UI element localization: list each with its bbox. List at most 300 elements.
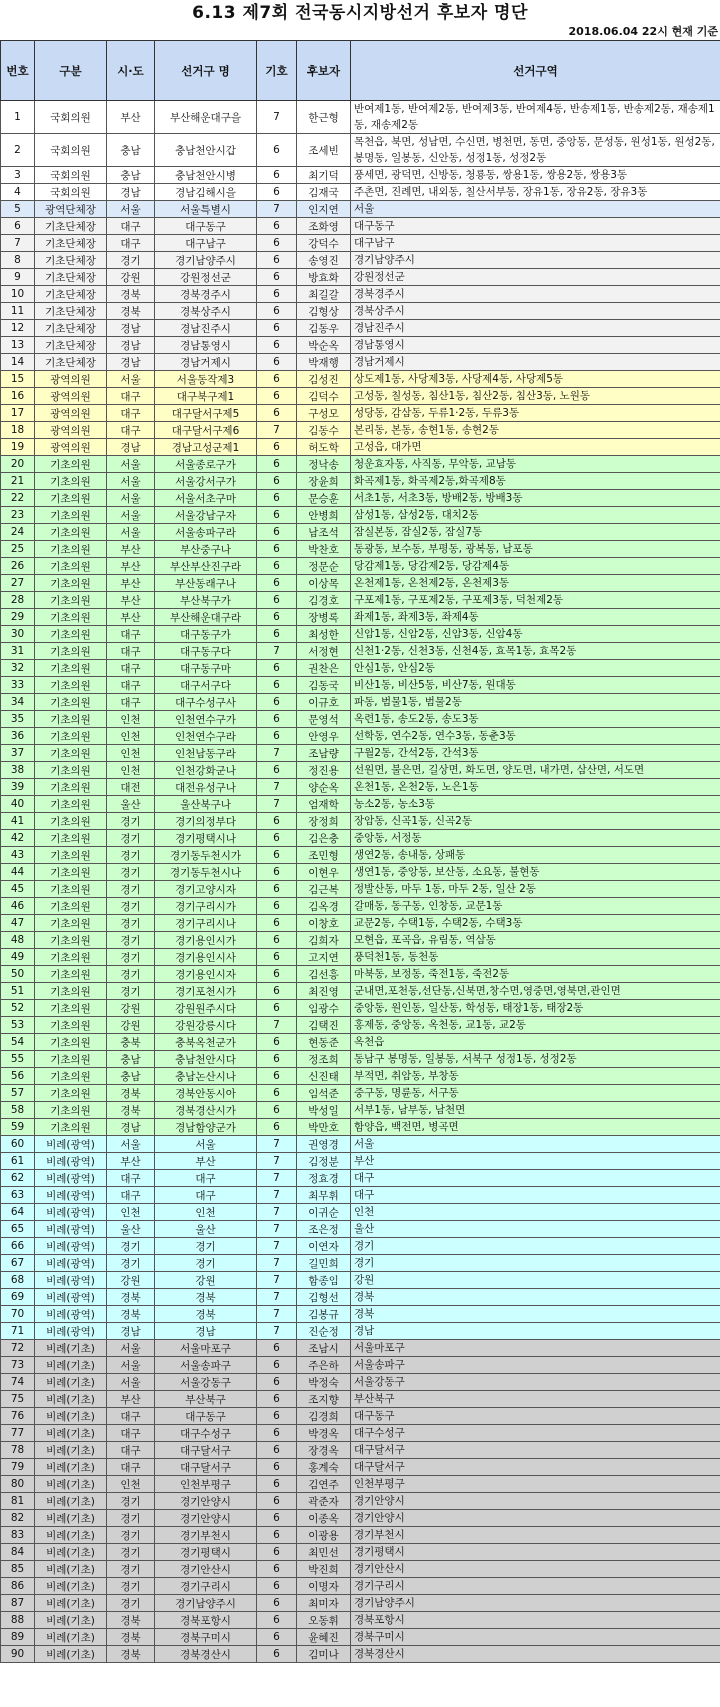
table-row <box>1 235 720 252</box>
row-ballot-number: 6 <box>257 507 297 524</box>
row-electoral-area: 풍세면, 광덕면, 신방동, 청룡동, 쌍용1동, 쌍용2동, 쌍용3동 <box>351 167 720 184</box>
row-ballot-number: 7 <box>257 1238 297 1255</box>
row-candidate-name: 김경희 <box>297 1408 351 1425</box>
row-electoral-area: 경북경주시 <box>351 286 720 303</box>
row-category: 광역의원 <box>35 422 107 439</box>
row-category: 기초의원 <box>35 1051 107 1068</box>
row-province: 서울 <box>107 524 155 541</box>
row-province: 경기 <box>107 881 155 898</box>
table-row <box>1 1034 720 1051</box>
row-number: 90 <box>1 1646 35 1663</box>
row-ballot-number: 7 <box>257 1289 297 1306</box>
row-ballot-number: 6 <box>257 558 297 575</box>
table-row <box>1 252 720 269</box>
row-ballot-number: 6 <box>257 949 297 966</box>
table-row <box>1 1017 720 1034</box>
row-number: 74 <box>1 1374 35 1391</box>
row-district-name: 충북옥천군가 <box>155 1034 257 1051</box>
row-candidate-name: 최민선 <box>297 1544 351 1561</box>
row-electoral-area: 구월2동, 간석2동, 간석3동 <box>351 745 720 762</box>
row-candidate-name: 최진영 <box>297 983 351 1000</box>
row-electoral-area: 서울강동구 <box>351 1374 720 1391</box>
row-electoral-area: 경기 <box>351 1255 720 1272</box>
row-category: 기초의원 <box>35 541 107 558</box>
row-number: 5 <box>1 201 35 218</box>
row-number: 7 <box>1 235 35 252</box>
table-row <box>1 541 720 558</box>
row-province: 경남 <box>107 1119 155 1136</box>
table-row <box>1 1391 720 1408</box>
row-district-name: 대구달서구제5 <box>155 405 257 422</box>
row-number: 11 <box>1 303 35 320</box>
row-number: 43 <box>1 847 35 864</box>
row-category: 비례(광역) <box>35 1221 107 1238</box>
row-electoral-area: 경기부천시 <box>351 1527 720 1544</box>
row-district-name: 서울송파구 <box>155 1357 257 1374</box>
row-district-name: 경남함양군가 <box>155 1119 257 1136</box>
row-number: 12 <box>1 320 35 337</box>
row-number: 78 <box>1 1442 35 1459</box>
row-electoral-area: 풍덕천1동, 동천동 <box>351 949 720 966</box>
row-candidate-name: 권찬은 <box>297 660 351 677</box>
row-candidate-name: 조세빈 <box>297 134 351 167</box>
header-number: 번호 <box>1 41 35 101</box>
row-category: 기초의원 <box>35 575 107 592</box>
row-province: 경기 <box>107 1561 155 1578</box>
row-category: 비례(기초) <box>35 1578 107 1595</box>
row-electoral-area: 부산북구 <box>351 1391 720 1408</box>
row-candidate-name: 김미나 <box>297 1646 351 1663</box>
row-category: 기초의원 <box>35 881 107 898</box>
row-category: 기초의원 <box>35 864 107 881</box>
row-electoral-area: 홍제동, 중앙동, 옥천동, 교1동, 교2동 <box>351 1017 720 1034</box>
row-ballot-number: 6 <box>257 184 297 201</box>
row-province: 경기 <box>107 847 155 864</box>
row-category: 기초의원 <box>35 932 107 949</box>
row-district-name: 서울동작제3 <box>155 371 257 388</box>
row-electoral-area: 온천제1동, 온천제2동, 온천제3동 <box>351 575 720 592</box>
row-electoral-area: 비산1동, 비산5동, 비산7동, 원대동 <box>351 677 720 694</box>
row-category: 기초의원 <box>35 677 107 694</box>
table-row <box>1 847 720 864</box>
table-row <box>1 728 720 745</box>
row-province: 경북 <box>107 1612 155 1629</box>
table-row <box>1 813 720 830</box>
row-candidate-name: 이귀순 <box>297 1204 351 1221</box>
row-candidate-name: 한근형 <box>297 101 351 134</box>
row-ballot-number: 6 <box>257 1578 297 1595</box>
row-province: 경북 <box>107 1629 155 1646</box>
row-district-name: 대구달서구 <box>155 1442 257 1459</box>
table-row <box>1 1170 720 1187</box>
row-number: 8 <box>1 252 35 269</box>
table-row <box>1 1646 720 1663</box>
row-category: 기초의원 <box>35 626 107 643</box>
row-candidate-name: 최미자 <box>297 1595 351 1612</box>
row-ballot-number: 6 <box>257 609 297 626</box>
row-province: 서울 <box>107 473 155 490</box>
table-row <box>1 101 720 134</box>
table-row <box>1 1187 720 1204</box>
row-province: 경기 <box>107 252 155 269</box>
row-ballot-number: 7 <box>257 1306 297 1323</box>
table-row <box>1 575 720 592</box>
row-electoral-area: 대구수성구 <box>351 1425 720 1442</box>
row-electoral-area: 부적면, 취암동, 부창동 <box>351 1068 720 1085</box>
row-province: 경북 <box>107 1085 155 1102</box>
row-province: 경북 <box>107 1289 155 1306</box>
row-electoral-area: 고성동, 칠성동, 침산1동, 침산2동, 침산3동, 노원동 <box>351 388 720 405</box>
row-ballot-number: 6 <box>257 626 297 643</box>
row-electoral-area: 당감제1동, 당감제2동, 당감제4동 <box>351 558 720 575</box>
row-district-name: 경기용인시사 <box>155 949 257 966</box>
row-number: 10 <box>1 286 35 303</box>
row-category: 비례(광역) <box>35 1272 107 1289</box>
table-row <box>1 1221 720 1238</box>
row-electoral-area: 안심1동, 안심2동 <box>351 660 720 677</box>
row-district-name: 대구동구다 <box>155 643 257 660</box>
row-district-name: 서울송파구라 <box>155 524 257 541</box>
row-number: 30 <box>1 626 35 643</box>
row-district-name: 부산해운대구을 <box>155 101 257 134</box>
row-province: 대전 <box>107 779 155 796</box>
table-row <box>1 898 720 915</box>
table-row <box>1 456 720 473</box>
row-category: 기초의원 <box>35 507 107 524</box>
row-candidate-name: 김희자 <box>297 932 351 949</box>
row-electoral-area: 중앙동, 원인동, 일산동, 학성동, 태장1동, 태장2동 <box>351 1000 720 1017</box>
row-number: 32 <box>1 660 35 677</box>
table-row <box>1 660 720 677</box>
row-electoral-area: 정발산동, 마두 1동, 마두 2동, 일산 2동 <box>351 881 720 898</box>
row-electoral-area: 잠실본동, 잠실2동, 잠실7동 <box>351 524 720 541</box>
row-number: 64 <box>1 1204 35 1221</box>
row-candidate-name: 남조석 <box>297 524 351 541</box>
table-row <box>1 422 720 439</box>
row-electoral-area: 옥련1동, 송도2동, 송도3동 <box>351 711 720 728</box>
row-ballot-number: 6 <box>257 524 297 541</box>
row-district-name: 대구동구가 <box>155 626 257 643</box>
row-number: 54 <box>1 1034 35 1051</box>
row-candidate-name: 조은정 <box>297 1221 351 1238</box>
row-candidate-name: 안영우 <box>297 728 351 745</box>
row-province: 경기 <box>107 1527 155 1544</box>
row-number: 80 <box>1 1476 35 1493</box>
row-ballot-number: 7 <box>257 1136 297 1153</box>
row-district-name: 인천연수구라 <box>155 728 257 745</box>
table-row <box>1 694 720 711</box>
row-district-name: 인천강화군나 <box>155 762 257 779</box>
row-electoral-area: 대구동구 <box>351 1408 720 1425</box>
row-electoral-area: 서울 <box>351 1136 720 1153</box>
row-number: 60 <box>1 1136 35 1153</box>
row-candidate-name: 조민형 <box>297 847 351 864</box>
row-electoral-area: 경남거제시 <box>351 354 720 371</box>
row-category: 비례(기초) <box>35 1476 107 1493</box>
row-candidate-name: 김재국 <box>297 184 351 201</box>
row-number: 22 <box>1 490 35 507</box>
row-candidate-name: 박찬호 <box>297 541 351 558</box>
row-candidate-name: 권영경 <box>297 1136 351 1153</box>
table-body <box>1 101 720 1663</box>
row-district-name: 대구수성구 <box>155 1425 257 1442</box>
row-ballot-number: 7 <box>257 745 297 762</box>
row-district-name: 부산 <box>155 1153 257 1170</box>
row-province: 충남 <box>107 1068 155 1085</box>
row-electoral-area: 성당동, 감삼동, 두류1·2동, 두류3동 <box>351 405 720 422</box>
row-district-name: 경기구리시나 <box>155 915 257 932</box>
row-candidate-name: 최기덕 <box>297 167 351 184</box>
row-ballot-number: 6 <box>257 1442 297 1459</box>
row-candidate-name: 김형선 <box>297 1289 351 1306</box>
row-district-name: 경기고양시자 <box>155 881 257 898</box>
row-district-name: 부산북구 <box>155 1391 257 1408</box>
row-district-name: 인천 <box>155 1204 257 1221</box>
row-district-name: 대구동구 <box>155 218 257 235</box>
table-row <box>1 337 720 354</box>
row-category: 비례(기초) <box>35 1527 107 1544</box>
row-category: 비례(기초) <box>35 1408 107 1425</box>
row-ballot-number: 6 <box>257 660 297 677</box>
row-number: 2 <box>1 134 35 167</box>
row-province: 부산 <box>107 609 155 626</box>
row-number: 35 <box>1 711 35 728</box>
table-row <box>1 677 720 694</box>
row-number: 46 <box>1 898 35 915</box>
row-district-name: 인천연수구가 <box>155 711 257 728</box>
row-province: 경남 <box>107 439 155 456</box>
row-province: 부산 <box>107 101 155 134</box>
row-number: 63 <box>1 1187 35 1204</box>
row-province: 서울 <box>107 371 155 388</box>
row-number: 57 <box>1 1085 35 1102</box>
row-province: 인천 <box>107 711 155 728</box>
row-category: 비례(기초) <box>35 1459 107 1476</box>
row-category: 기초의원 <box>35 558 107 575</box>
row-number: 1 <box>1 101 35 134</box>
table-row <box>1 1051 720 1068</box>
row-electoral-area: 경남진주시 <box>351 320 720 337</box>
row-candidate-name: 문승훈 <box>297 490 351 507</box>
row-ballot-number: 7 <box>257 779 297 796</box>
row-province: 경기 <box>107 949 155 966</box>
row-ballot-number: 6 <box>257 1510 297 1527</box>
row-ballot-number: 7 <box>257 1017 297 1034</box>
row-province: 인천 <box>107 745 155 762</box>
row-district-name: 경기부천시 <box>155 1527 257 1544</box>
row-electoral-area: 주촌면, 진례면, 내외동, 칠산서부동, 장유1동, 장유2동, 장유3동 <box>351 184 720 201</box>
row-district-name: 강원정선군 <box>155 269 257 286</box>
row-ballot-number: 7 <box>257 643 297 660</box>
row-electoral-area: 선원면, 불은면, 길상면, 화도면, 양도면, 내가면, 삼산면, 서도면 <box>351 762 720 779</box>
row-ballot-number: 6 <box>257 728 297 745</box>
row-candidate-name: 장윤희 <box>297 473 351 490</box>
row-category: 기초의원 <box>35 1102 107 1119</box>
row-candidate-name: 박순옥 <box>297 337 351 354</box>
table-row <box>1 1357 720 1374</box>
row-number: 23 <box>1 507 35 524</box>
row-district-name: 대구수성구사 <box>155 694 257 711</box>
row-district-name: 경기안양시 <box>155 1493 257 1510</box>
row-district-name: 서울강남구자 <box>155 507 257 524</box>
row-category: 비례(기초) <box>35 1561 107 1578</box>
row-electoral-area: 함양읍, 백전면, 병곡면 <box>351 1119 720 1136</box>
table-header-row <box>1 41 720 101</box>
table-row <box>1 490 720 507</box>
row-province: 서울 <box>107 1374 155 1391</box>
row-candidate-name: 함종임 <box>297 1272 351 1289</box>
row-ballot-number: 7 <box>257 101 297 134</box>
row-ballot-number: 6 <box>257 1544 297 1561</box>
row-number: 49 <box>1 949 35 966</box>
table-row <box>1 762 720 779</box>
table-row <box>1 745 720 762</box>
row-district-name: 경기동두천시나 <box>155 864 257 881</box>
row-district-name: 경기 <box>155 1238 257 1255</box>
row-candidate-name: 조화영 <box>297 218 351 235</box>
row-province: 서울 <box>107 507 155 524</box>
row-candidate-name: 박진희 <box>297 1561 351 1578</box>
row-province: 부산 <box>107 558 155 575</box>
row-district-name: 경기남양주시 <box>155 252 257 269</box>
row-number: 67 <box>1 1255 35 1272</box>
row-candidate-name: 박경옥 <box>297 1425 351 1442</box>
row-number: 82 <box>1 1510 35 1527</box>
row-district-name: 경기남양주시 <box>155 1595 257 1612</box>
row-category: 비례(광역) <box>35 1255 107 1272</box>
row-province: 경기 <box>107 898 155 915</box>
row-candidate-name: 인지연 <box>297 201 351 218</box>
row-ballot-number: 6 <box>257 813 297 830</box>
row-ballot-number: 6 <box>257 1340 297 1357</box>
table-row <box>1 1255 720 1272</box>
table-row <box>1 405 720 422</box>
row-electoral-area: 신암1동, 신암2동, 신암3동, 신암4동 <box>351 626 720 643</box>
row-number: 18 <box>1 422 35 439</box>
table-row <box>1 1442 720 1459</box>
table-row <box>1 949 720 966</box>
row-district-name: 부산동래구나 <box>155 575 257 592</box>
row-electoral-area: 경남통영시 <box>351 337 720 354</box>
table-row <box>1 1578 720 1595</box>
row-category: 기초의원 <box>35 660 107 677</box>
row-province: 경기 <box>107 1255 155 1272</box>
row-district-name: 강원강릉시다 <box>155 1017 257 1034</box>
row-candidate-name: 강덕수 <box>297 235 351 252</box>
row-district-name: 서울마포구 <box>155 1340 257 1357</box>
table-row <box>1 1238 720 1255</box>
row-electoral-area: 경기안양시 <box>351 1510 720 1527</box>
header-province: 시·도 <box>107 41 155 101</box>
row-category: 기초의원 <box>35 524 107 541</box>
row-district-name: 대구 <box>155 1187 257 1204</box>
row-district-name: 대구동구 <box>155 1408 257 1425</box>
row-province: 서울 <box>107 490 155 507</box>
row-number: 89 <box>1 1629 35 1646</box>
row-category: 기초의원 <box>35 592 107 609</box>
row-number: 26 <box>1 558 35 575</box>
row-district-name: 경북 <box>155 1289 257 1306</box>
row-electoral-area: 모현읍, 포곡읍, 유림동, 역삼동 <box>351 932 720 949</box>
row-province: 인천 <box>107 728 155 745</box>
row-candidate-name: 임석준 <box>297 1085 351 1102</box>
row-ballot-number: 7 <box>257 1323 297 1340</box>
row-category: 비례(기초) <box>35 1612 107 1629</box>
row-number: 44 <box>1 864 35 881</box>
row-province: 강원 <box>107 1000 155 1017</box>
row-category: 국회의원 <box>35 167 107 184</box>
row-ballot-number: 6 <box>257 1068 297 1085</box>
row-ballot-number: 6 <box>257 405 297 422</box>
table-row <box>1 983 720 1000</box>
row-ballot-number: 6 <box>257 1527 297 1544</box>
table-row <box>1 1544 720 1561</box>
row-ballot-number: 6 <box>257 575 297 592</box>
row-number: 51 <box>1 983 35 1000</box>
table-row <box>1 1493 720 1510</box>
row-category: 광역의원 <box>35 388 107 405</box>
table-row <box>1 1323 720 1340</box>
row-electoral-area: 대구달서구 <box>351 1442 720 1459</box>
row-ballot-number: 6 <box>257 966 297 983</box>
row-category: 비례(광역) <box>35 1170 107 1187</box>
row-candidate-name: 이명자 <box>297 1578 351 1595</box>
row-number: 76 <box>1 1408 35 1425</box>
row-candidate-name: 박정숙 <box>297 1374 351 1391</box>
row-province: 대구 <box>107 422 155 439</box>
row-province: 서울 <box>107 201 155 218</box>
row-number: 34 <box>1 694 35 711</box>
row-province: 경기 <box>107 1578 155 1595</box>
row-candidate-name: 오동휘 <box>297 1612 351 1629</box>
row-number: 65 <box>1 1221 35 1238</box>
row-province: 충남 <box>107 1051 155 1068</box>
row-province: 경북 <box>107 286 155 303</box>
row-province: 충남 <box>107 134 155 167</box>
row-candidate-name: 송영진 <box>297 252 351 269</box>
row-district-name: 경기안양시 <box>155 1510 257 1527</box>
row-province: 경북 <box>107 1646 155 1663</box>
row-province: 대구 <box>107 1425 155 1442</box>
table-row <box>1 320 720 337</box>
row-province: 경기 <box>107 1493 155 1510</box>
row-ballot-number: 7 <box>257 1255 297 1272</box>
header-ballot-number: 기호 <box>257 41 297 101</box>
table-row <box>1 711 720 728</box>
row-province: 강원 <box>107 1272 155 1289</box>
row-ballot-number: 6 <box>257 1102 297 1119</box>
table-row <box>1 201 720 218</box>
row-ballot-number: 7 <box>257 201 297 218</box>
row-candidate-name: 이광용 <box>297 1527 351 1544</box>
row-category: 기초의원 <box>35 1085 107 1102</box>
row-number: 6 <box>1 218 35 235</box>
row-district-name: 경남진주시 <box>155 320 257 337</box>
row-electoral-area: 목천읍, 북면, 성남면, 수신면, 병천면, 동면, 중앙동, 문성동, 원성1동, 원성2동, 봉명동, 일봉동, 신안동, 성정1동, 성정2동 <box>351 134 720 167</box>
row-electoral-area: 구포제1동, 구포제2동, 구포제3동, 덕천제2동 <box>351 592 720 609</box>
row-province: 대구 <box>107 677 155 694</box>
row-district-name: 서울강동구 <box>155 1374 257 1391</box>
row-ballot-number: 6 <box>257 490 297 507</box>
row-province: 대구 <box>107 1187 155 1204</box>
row-category: 국회의원 <box>35 101 107 134</box>
row-electoral-area: 선학동, 연수2동, 연수3동, 동춘3동 <box>351 728 720 745</box>
row-candidate-name: 이상목 <box>297 575 351 592</box>
table-row <box>1 524 720 541</box>
row-province: 경기 <box>107 966 155 983</box>
row-candidate-name: 최무휘 <box>297 1187 351 1204</box>
row-candidate-name: 정조희 <box>297 1051 351 1068</box>
